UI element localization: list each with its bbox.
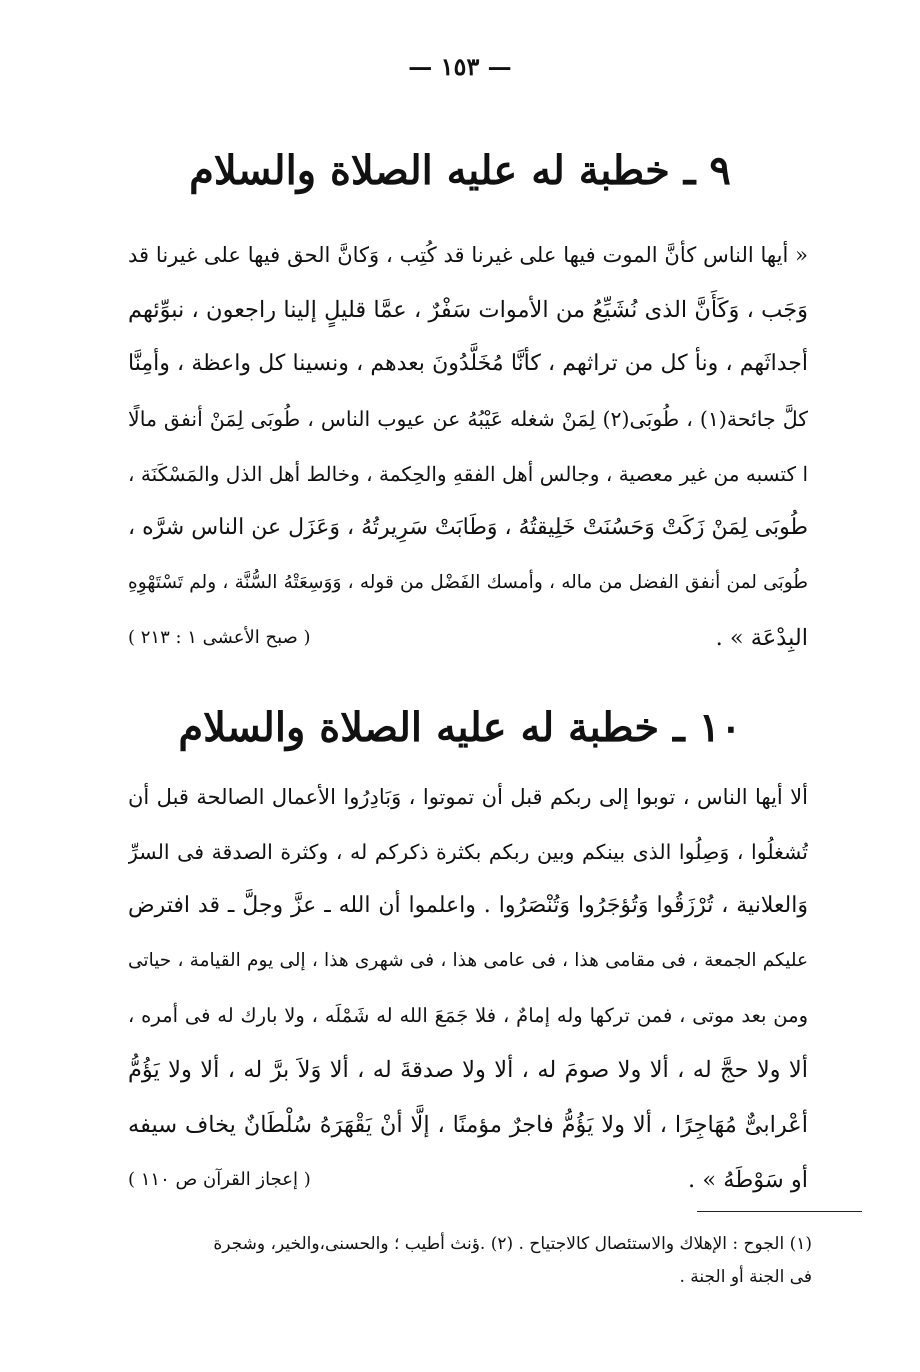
text-line: كلَّ جائحة(١) ، طُوبَى(٢) لِمَنْ شغله عَيْبُهُ عن عيوب الناس ، طُوبَى لِمَنْ أنفق مالًا	[128, 407, 808, 432]
text-line: أجداثَهم ، ونأ كل من تراثهم ، كأنَّا مُخَلَّدُونَ بعدهم ، ونسينا كل واعظة ، وأمِنَّا	[128, 351, 808, 377]
text-line: ا كتسبه من غير معصية ، وجالس أهل الفقهِ والحِكمة ، وخالط أهل الذل والمَسْكَنَة ،	[128, 461, 808, 486]
text-line: « أيها الناس كأنَّ الموت فيها على غيرنا قد كُتِب ، وَكانَّ الحق فيها على غيرنا قد	[128, 243, 808, 267]
sermon-10-text	[128, 770, 808, 1208]
source-citation: ( إعجاز القرآن ص ١١٠ )	[128, 1168, 311, 1190]
text-line-content: البِدْعَة » .	[715, 624, 808, 651]
footnote-divider	[697, 1211, 862, 1212]
sermon-9-heading: ٩ ـ خطبة له عليه الصلاة والسلام	[189, 147, 731, 194]
page-number: — ١٥٣ —	[408, 52, 512, 81]
sermon-10-heading: ١٠ ـ خطبة له عليه الصلاة والسلام	[178, 704, 742, 751]
footnote-line: فى الجنة أو الجنة .	[679, 1267, 812, 1287]
text-line-last	[128, 1153, 808, 1208]
text-line: أعْرابىٌّ مُهَاجِرًا ، ألا ولا يَؤُمُّ فاجرٌ مؤمنًا ، إلَّا أنْ يَقْهَرَهُ سُلْطَانٌ يخاف سيفه	[128, 1112, 808, 1139]
text-line-content: أو سَوْطَهُ » .	[688, 1166, 808, 1193]
text-line: طُوبَى لمن أنفق الفضل من ماله ، وأمسك الفَضْل من قوله ، وَوَسِعَتْهُ السُّنَّة ، ولم تَسْتَهْوِهِ	[128, 572, 808, 594]
source-citation: ( صبح الأعشى ١ : ٢١٣ )	[128, 626, 311, 648]
text-line: ألا ولا حجَّ له ، ألا ولا صومَ له ، ألا ولا صدقةَ له ، ألا وَلاَ برَّ له ، ألا ولا يَؤُمُّ	[128, 1057, 808, 1084]
text-line: ألا أيها الناس ، توبوا إلى ربكم قبل أن تموتوا ، وَبَادِرُوا الأعمال الصالحة قبل أن	[128, 785, 808, 809]
footnotes	[120, 1228, 812, 1294]
text-line: تُشغلُوا ، وَصِلُوا الذى بينكم وبين ربكم بكثرة ذكركم له ، وكثرة الصدقة فى السرِّ	[128, 839, 808, 864]
text-line: طُوبَى لِمَنْ زَكَتْ وَحَسُنَتْ خَلِيقتُهُ ، وَطَابَتْ سَرِيرتُهُ ، وَعَزَل عن الناس شرَّه ،	[128, 515, 808, 541]
text-line: ومن بعد موتى ، فمن تركها وله إمامٌ ، فلا جَمَعَ الله له شَمْلَه ، ولا بارك له فى أمره ،	[128, 1003, 808, 1027]
footnote-line: (١) الجوح : الإهلاك والاستئصال كالاجتياح . (٢) .ؤنث أطيب ؛ والحسنى،والخير، وشجرة	[213, 1234, 812, 1254]
text-line: وَالعلانية ، تُرْزَقُوا وَتُؤجَرُوا وَتُنْصَرُوا . واعلموا أن الله ـ عزَّ وجلَّ ـ قد افترض	[128, 893, 808, 919]
text-line-last	[128, 611, 808, 666]
sermon-9-text	[128, 228, 808, 666]
text-line: عليكم الجمعة ، فى مقامى هذا ، فى عامى هذا ، فى شهرى هذا ، إلى يوم القيامة ، حياتى	[128, 950, 808, 972]
text-line: وَجَب ، وَكَأَنَّ الذى نُشَيِّعُ من الأموات سَفْرٌ ، عمَّا قليلٍ إلينا راجعون ، نبوِّئهم	[128, 296, 808, 323]
